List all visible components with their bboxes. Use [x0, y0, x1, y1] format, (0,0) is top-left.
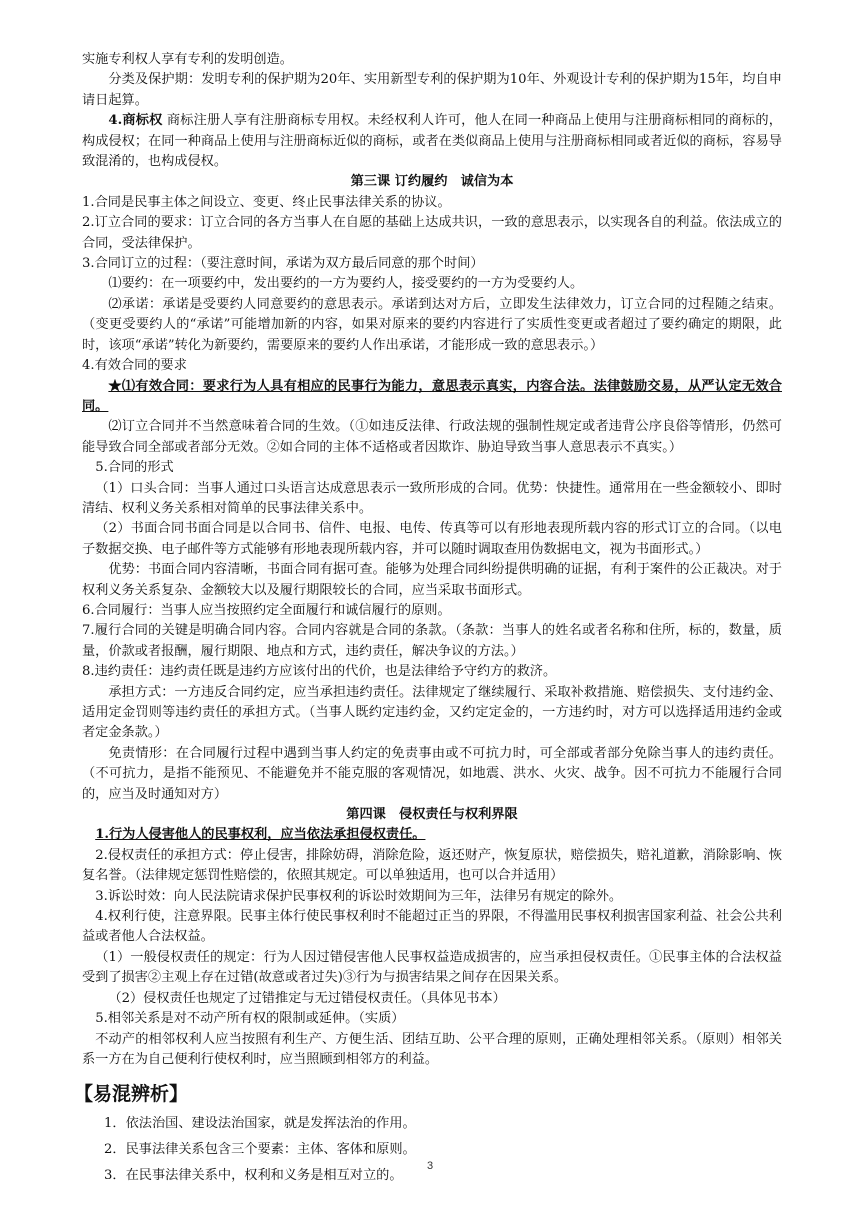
offer-text: ⑴要约：在一项要约中，发出要约的一方为要约人，接受要约的一方为受要约人。 [108, 276, 584, 292]
valid-contract-text: ★⑴有效合同：要求行为人具有相应的民事行为能力，意思表示真实，内容合法。法律鼓励交易，从严认定无效合同。 [82, 378, 782, 414]
general-tort-rule: （1）一般侵权责任的规定：行为人因过错侵害他人民事权益造成损害的，应当承担侵权责任。①民事主体的合法权益受到了损害②主观上存在过错(故意或者过失)③行为与损害结果之间存在因果关系。 [82, 949, 782, 986]
contract-definition: 1.合同是民事主体之间设立、变更、终止民事法律关系的协议。 [82, 194, 451, 210]
document-page [74, 50, 782, 1192]
trademark-heading: 4.商标权 [108, 113, 163, 129]
rights-limits: 4.权利行使，注意界限。民事主体行使民事权利时不能超过正当的界限，不得滥用民事权利损害国家利益、社会公共利益或者他人合法权益。 [82, 909, 782, 945]
lesson-4-title: 第四课 侵权责任与权利界限 [346, 807, 518, 823]
contract-form-heading: 5.合同的形式 [95, 460, 174, 476]
valid-contract-heading: 4.有效合同的要求 [82, 358, 187, 374]
trademark-text: 商标注册人享有注册商标专用权。未经权利人许可，他人在同一种商品上使用与注册商标相同的商标的，构成侵权；在同一种商品上使用与注册商标近似的商标，或者在类似商品上使用与注册商标相同或者近似的商标，容易导致混淆的，也构成侵权。 [82, 113, 782, 170]
liability-methods: 承担方式：一方违反合同约定，应当承担违约责任。法律规定了继续履行、采取补救措施、赔偿损失、支付违约金、适用定金罚则等违约责任的承担方式。（当事人既约定违约金，又约定定金的，一方违约时，对方可以选择适用违约金或者定金条款。） [82, 684, 782, 741]
tort-liability-methods: 2.侵权责任的承担方式：停止侵害，排除妨碍，消除危险，返还财产，恢复原状，赔偿损失，赔礼道歉，消除影响、恢复名誉。（法律规定惩罚性赔偿的，依照其规定。可以单独适用，也可以合并适用） [82, 847, 782, 884]
contract-performance: 6.合同履行：当事人应当按照约定全面履行和诚信履行的原则。 [82, 602, 451, 618]
acceptance-text: ⑵承诺：承诺是受要约人同意要约的意思表示。承诺到达对方后，立即发生法律效力，订立合同的过程随之结束。（变更受要约人的“承诺”可能增加新的内容，如果对原来的要约内容进行了实质性变更或者超过了要约确定的期限，此时，该项“承诺”转化为新要约，需要原来的要约人作出承诺，才能形成一致的意思表示。） [82, 296, 782, 353]
trademark-paragraph [82, 111, 782, 172]
confusion-list [82, 1114, 782, 1186]
written-contract-text: （2）书面合同书面合同是以合同书、信件、电报、电传、传真等可以有形地表现所载内容的形式订立的合同。（以电子数据交换、电子邮件等方式能够有形地表现所载内容，并可以随时调取查用伪数据电文，视为书面形式。） [82, 521, 782, 557]
breach-liability: 8.违约责任：违约责任既是违约方应该付出的代价，也是法律给予守约方的救济。 [82, 664, 557, 680]
confusion-section-title: 【易混辨析】 [74, 1083, 189, 1106]
oral-contract-text: （1）口头合同：当事人通过口头语言达成意思表示一致所形成的合同。优势：快捷性。通常用在一些金额较小、即时清结、权利义务关系相对简单的民事法律关系中。 [82, 480, 782, 516]
contract-process: 3.合同订立的过程：（要注意时间，承诺为双方最后同意的那个时间） [82, 256, 484, 272]
list-item: 2．民事法律关系包含三个要素：主体、客体和原则。 [104, 1142, 416, 1158]
fault-presumption: （2）侵权责任也规定了过错推定与无过错侵权责任。（具体见书本） [108, 990, 506, 1006]
contract-effect-text: ⑵订立合同并不当然意味着合同的生效。（①如违反法律、行政法规的强制性规定或者违背公序良俗等情形，仍然可能导致合同全部或者部分无效。②如合同的主体不适格或者因欺诈、胁迫导致当事人意思表示不真实。） [82, 419, 782, 455]
neighbor-principle: 不动产的相邻权利人应当按照有利生产、方便生活、团结互助、公平合理的原则，正确处理相邻关系。（原则）相邻关系一方在为自己便利行使权利时，应当照顾到相邻方的利益。 [82, 1031, 782, 1067]
lesson-3-title: 第三课 订约履约 诚信为本 [350, 174, 514, 190]
contract-content: 7.履行合同的关键是明确合同内容。合同内容就是合同的条款。（条款：当事人的姓名或者名称和住所，标的，数量，质量，价款或者报酬，履行期限、地点和方式，违约责任，解决争议的方法。） [82, 623, 782, 659]
tort-liability: 1.行为人侵害他人的民事权利，应当依法承担侵权责任。 [95, 827, 426, 843]
written-contract-advantage: 优势：书面合同内容清晰，书面合同有据可查。能够为处理合同纠纷提供明确的证据，有利于案件的公正裁决。对于权利义务关系复杂、金额较大以及履行期限较长的合同，应当采取书面形式。 [82, 562, 782, 598]
limitation-period: 3.诉讼时效：向人民法院请求保护民事权利的诉讼时效期间为三年，法律另有规定的除外。 [95, 888, 623, 904]
contract-requirements: 2.订立合同的要求：订立合同的各方当事人在自愿的基础上达成共识，一致的意思表示，以实现各自的利益。依法成立的合同，受法律保护。 [82, 215, 782, 251]
exemption-cases: 免责情形：在合同履行过程中遇到当事人约定的免责事由或不可抗力时，可全部或者部分免除当事人的违约责任。（不可抗力，是指不能预见、不能避免并不能克服的客观情况，如地震、洪水、火灾、战争。因不可抗力不能履行合同的，应当及时通知对方） [82, 745, 782, 802]
neighbor-relation: 5.相邻关系是对不动产所有权的限制或延伸。（实质） [95, 1011, 405, 1027]
list-item: 3．在民事法律关系中，权利和义务是相互对立的。 [104, 1168, 403, 1184]
page-number: 3 [426, 1160, 434, 1172]
patent-text: 实施专利权人享有专利的发明创造。 [82, 52, 293, 67]
patent-protection-period: 分类及保护期：发明专利的保护期为20年、实用新型专利的保护期为10年、外观设计专利的保护期为15年，均自申请日起算。 [82, 72, 782, 108]
list-item: 1．依法治国、建设法治国家，就是发挥法治的作用。 [104, 1116, 416, 1132]
